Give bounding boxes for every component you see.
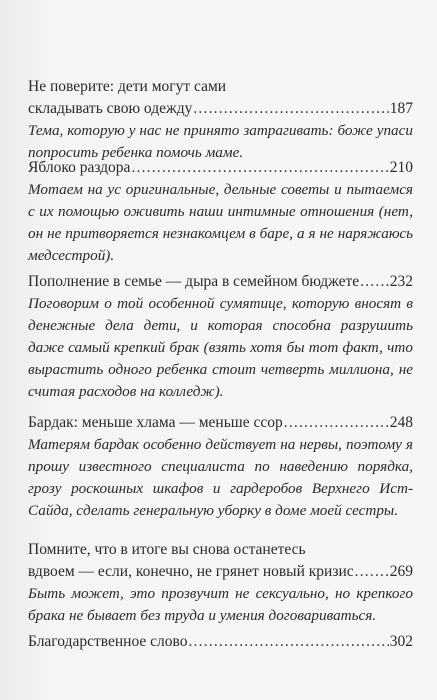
toc-title: Помните, что в итоге вы снова останетесь <box>28 541 306 558</box>
toc-title: Пополнение в семье — дыра в семейном бюджете <box>28 273 360 290</box>
dot-leader <box>284 412 389 434</box>
toc-title: вдвоем — если, конечно, не грянет новый кризис <box>28 563 354 580</box>
page-number: 248 <box>389 414 413 431</box>
toc-description: Быть может, это прозвучит не сексуально, но крепкого брака не бывает без труда и умения договариваться. <box>28 585 413 624</box>
page-number: 269 <box>389 563 413 580</box>
page-number: 210 <box>389 159 413 176</box>
toc-description: Поговорим о той особенной сумятице, которую вносят в денежные дела дети, и которая способна разрушить даже самый крепкий брак (взять хотя бы тот факт, что вырастить одного ребенка стоит четверть миллиона, не считая расходов на колледж). <box>28 295 413 400</box>
dot-leader <box>131 157 388 179</box>
page-number: 302 <box>389 633 413 650</box>
page-number: 232 <box>389 273 413 290</box>
toc-title-line <box>28 412 413 434</box>
toc-description: Тема, которую у нас не принято затрагивать: боже упаси попросить ребенка помочь маме. <box>28 122 413 161</box>
dot-leader <box>188 631 388 653</box>
toc-title: Благодарственное слово <box>28 633 188 650</box>
toc-description: Мотаем на ус оригинальные, дельные советы и пытаемся с их помощью оживить наши интимные отношения (нет, он не притворяется незнакомцем в баре, а я не наряжаюсь медсестрой). <box>28 181 413 264</box>
toc-title-line <box>28 98 413 120</box>
toc-title-line <box>28 561 413 583</box>
toc-entry <box>28 271 413 403</box>
toc-title-line <box>28 271 413 293</box>
toc-title: Яблоко раздора <box>28 159 131 176</box>
toc-entry <box>28 157 413 267</box>
toc-title-line <box>28 76 413 98</box>
toc-entry <box>28 631 413 653</box>
toc-entry <box>28 412 413 522</box>
toc-title-line <box>28 631 413 653</box>
toc-title-line <box>28 539 413 561</box>
dot-leader <box>360 271 389 293</box>
toc-entry <box>28 539 413 627</box>
dot-leader <box>355 561 389 583</box>
toc-title: Бардак: меньше хлама — меньше ссор <box>28 414 283 431</box>
page-number: 187 <box>389 100 413 117</box>
toc-title: Не поверите: дети могут сами <box>28 78 227 95</box>
toc-description: Матерям бардак особенно действует на нервы, поэтому я прошу известного специалиста по наведению порядка, грозу роскошных шкафов и гардеробов Верхнего Ист-Сайда, сделать генеральную уборку в доме моей сестры. <box>28 436 413 519</box>
toc-title-line <box>28 157 413 179</box>
toc-title: складывать свою одежду <box>28 100 193 117</box>
toc-entry <box>28 76 413 164</box>
dot-leader <box>193 98 388 120</box>
